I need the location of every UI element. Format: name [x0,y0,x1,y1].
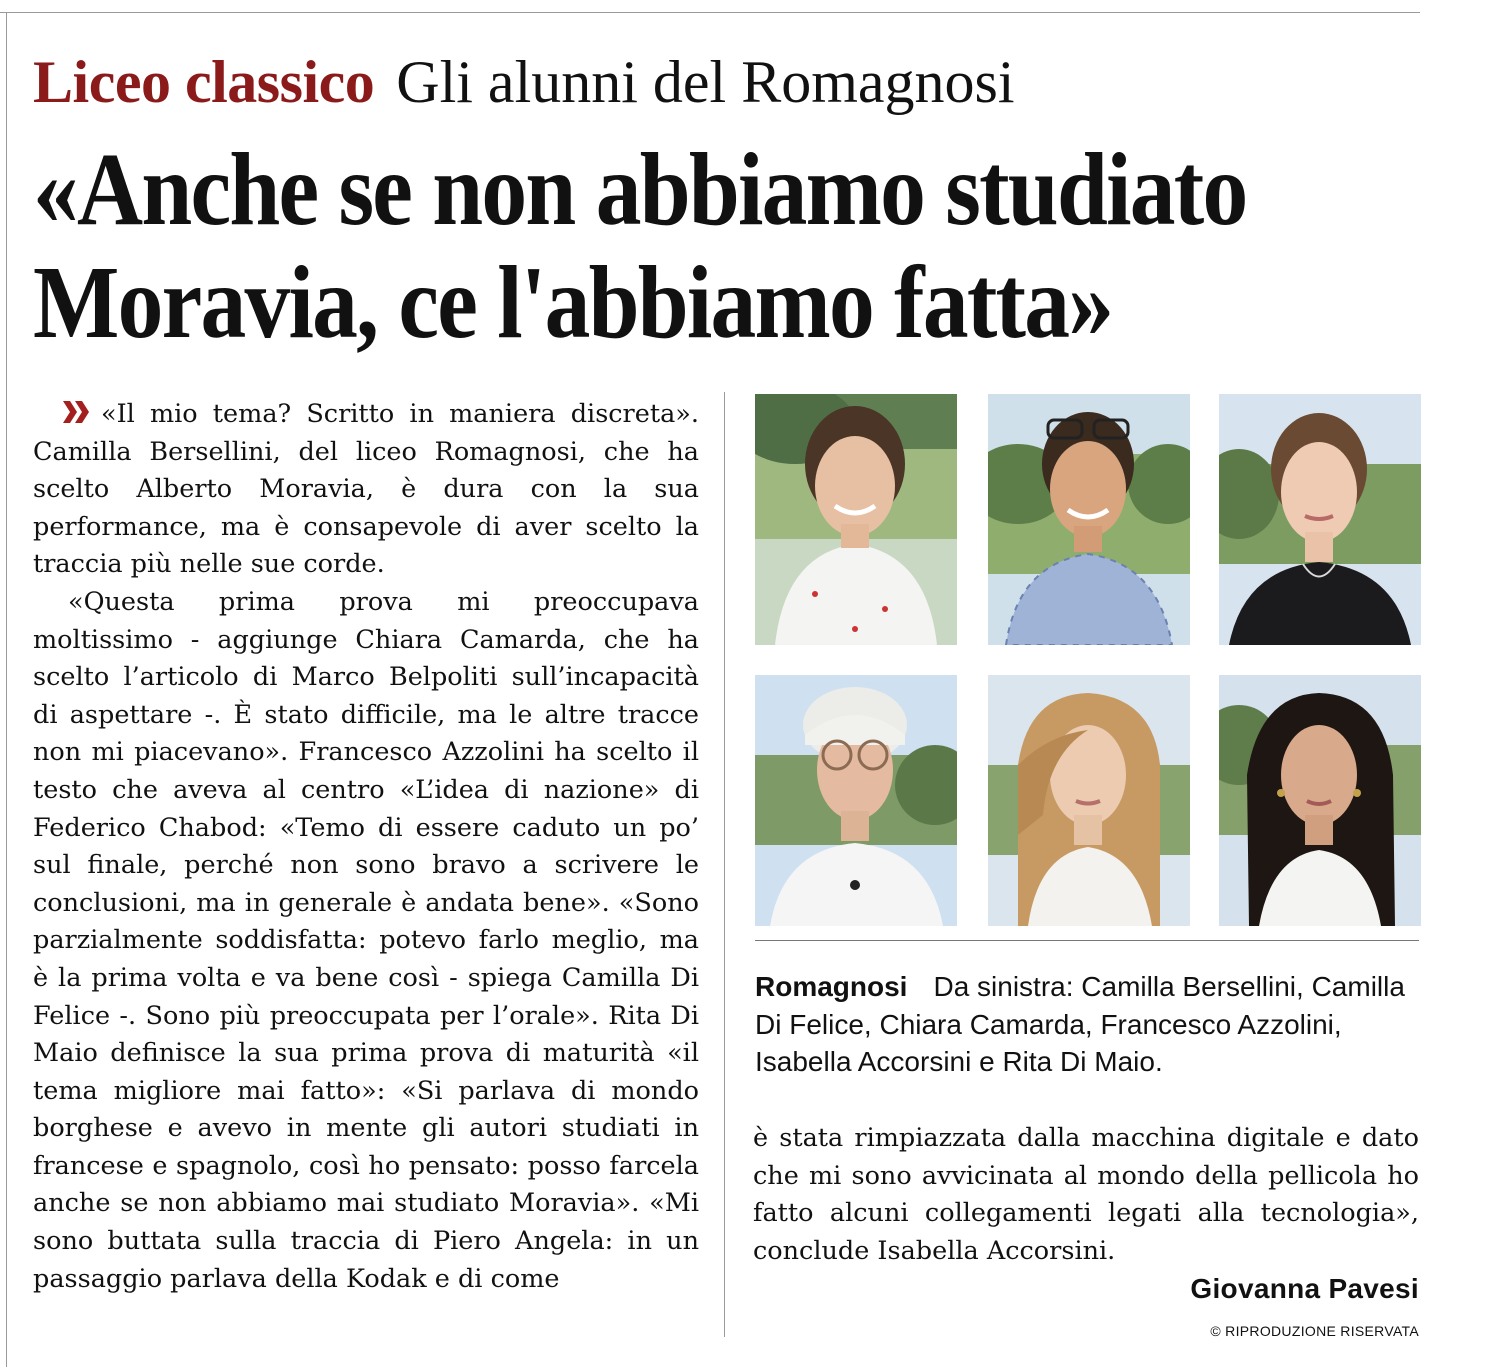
author-byline: Giovanna Pavesi [1190,1273,1419,1304]
paragraph-2: «Questa prima prova mi preoccupava moltissimo - aggiunge Chiara Camarda, che ha scelto l’articolo di Marco Belpoliti sull’incapacità di aspettare -. È stato difficile, ma le altre tracce non mi piacevano». Francesco Azzolini ha scelto il testo che aveva al centro «L’idea di nazione» di Federico Chabod: «Temo di essere caduto un po’ sul finale, perché non sono bravo a scrivere le conclusioni, ma in generale è andata bene». «Sono parzialmente soddisfatta: potevo farlo meglio, ma è la prima volta e va bene così - spiega Camilla Di Felice -. Sono più preoccupata per l’orale». Rita Di Maio definisce la sua prima prova di maturità «il tema migliore mai fatto»: «Si parlava di mondo borghese e avevo in mente gli autori studiati in francese e spagnolo, così ho pensato: posso farcela anche se non abbiamo mai studiato Moravia». «Mi sono buttata sulla traccia di Piero Angela: in un passaggio parlava della Kodak e di come [33,586,699,1294]
paragraph-1 [33,396,699,584]
headline-line-1: «Anche se non abbiamo studiato [33,132,1247,247]
caption-title: Romagnosi [755,971,908,1002]
portrait-photo [988,675,1190,926]
photo-caption [755,968,1425,1081]
portrait-photo [755,675,957,926]
caption-rule [755,940,1419,941]
paragraph-1-text: «Il mio tema? Scritto in maniera discreta». Camilla Bersellini, del liceo Romagnosi, che ha scelto Alberto Moravia, è dura con la sua performance, ma è consapevole di aver scelto la traccia più nelle sue corde. [33,399,699,580]
headline-line-2: Moravia, ce l'abbiamo fatta» [33,245,1113,360]
left-rule [6,12,7,1367]
headline [33,133,1265,359]
article-body-continued [753,1120,1419,1270]
kicker-subtitle: Gli alunni del Romagnosi [396,49,1015,115]
portrait-photo [755,394,957,645]
photo-grid [755,394,1421,926]
portrait-image [988,394,1190,645]
portrait-photo [1219,394,1421,645]
caption-text: Da sinistra: Camilla Bersellini, Camilla Di Felice, Chiara Camarda, Francesco Azzolini, Isabella Accorsini e Rita Di Maio. [755,971,1405,1077]
category-label: Liceo classico [33,49,375,115]
portrait-image [1219,394,1421,645]
quote-marker-icon [61,401,91,423]
column-rule [724,392,725,1337]
article-body [33,396,699,1298]
copyright-notice: © RIPRODUZIONE RISERVATA [1210,1323,1419,1339]
top-rule [0,12,1420,13]
portrait-photo [1219,675,1421,926]
portrait-image [1219,675,1421,926]
paragraph-3: è stata rimpiazzata dalla macchina digitale e dato che mi sono avvicinata al mondo della pellicola ho fatto alcuni collegamenti legati alla tecnologia», conclude Isabella Accorsini. [753,1123,1419,1266]
portrait-image [755,675,957,926]
portrait-image [988,675,1190,926]
portrait-image [755,394,957,645]
portrait-photo [988,394,1190,645]
kicker [33,49,1015,127]
